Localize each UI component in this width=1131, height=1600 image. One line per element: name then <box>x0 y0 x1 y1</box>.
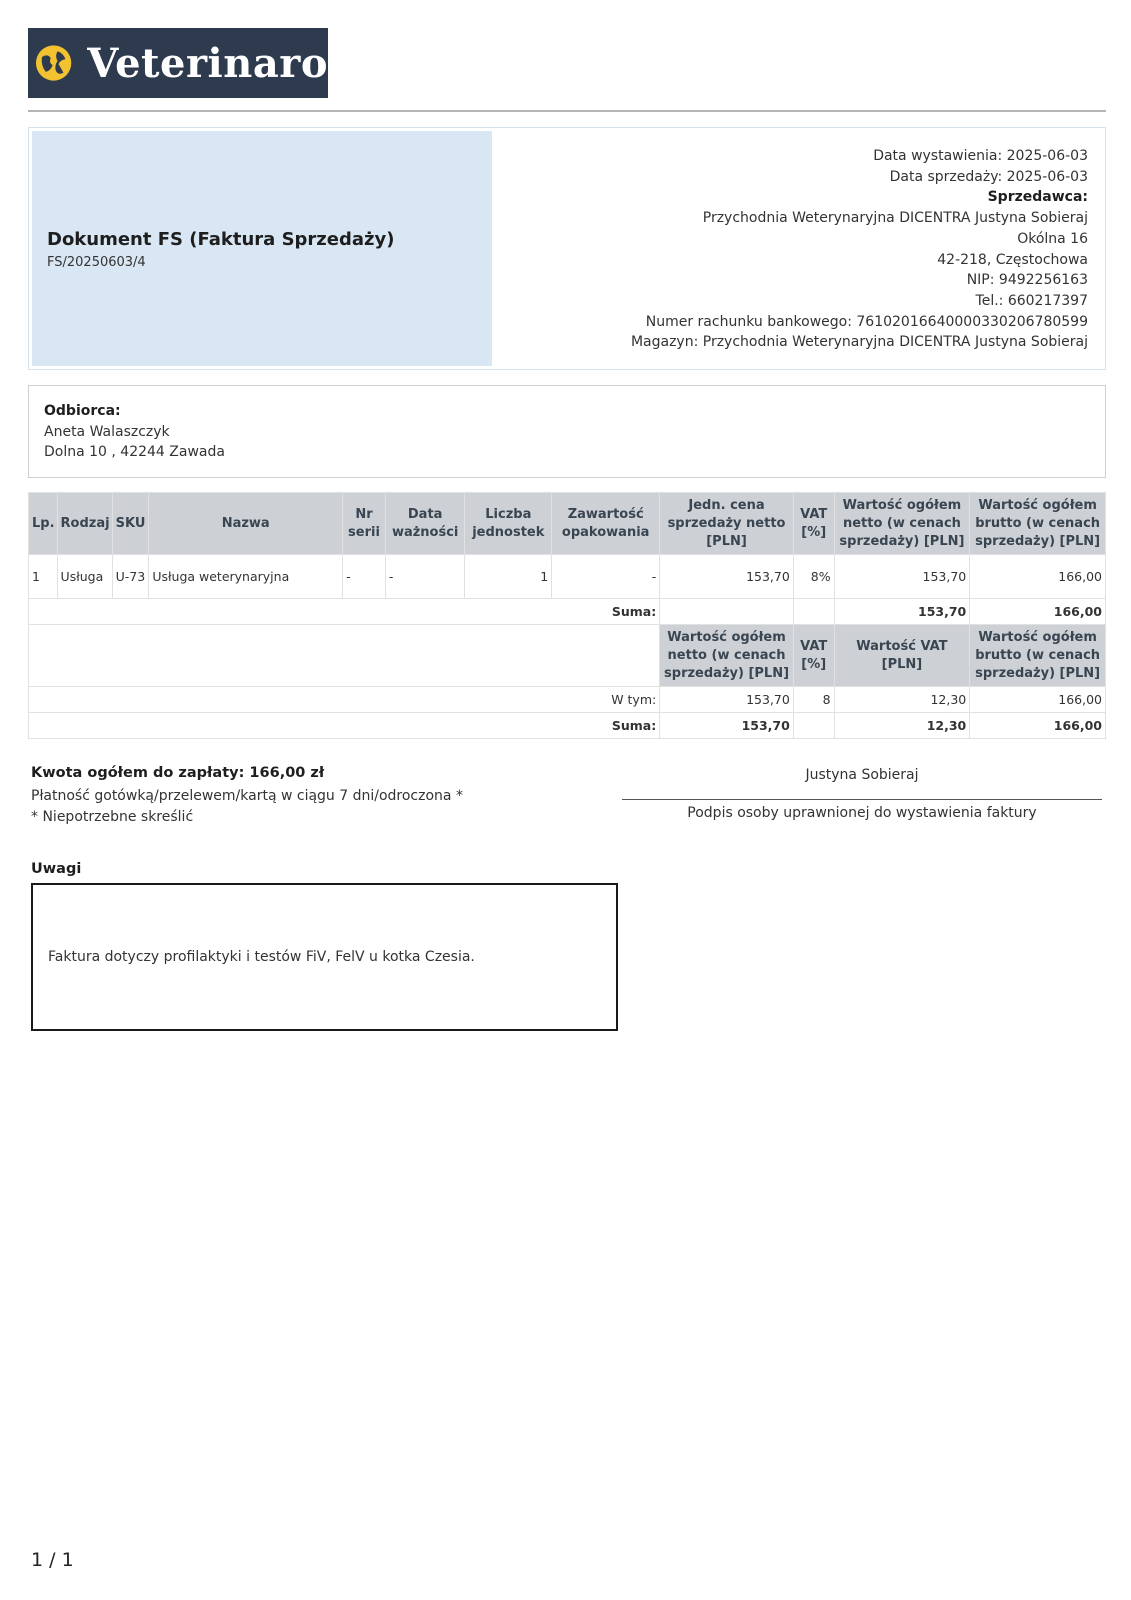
vat-row-label: W tym: <box>29 687 660 713</box>
vat-row-rate: 8 <box>793 687 834 713</box>
cell-units: 1 <box>465 555 552 599</box>
vat-summary-header <box>29 625 1106 687</box>
notes-box <box>31 883 618 1031</box>
document-number: FS/20250603/4 <box>47 255 146 270</box>
signature-line <box>622 799 1102 800</box>
buyer-info <box>28 385 1106 478</box>
col-serial: Nr serii <box>343 493 386 555</box>
col-units: Liczba jednostek <box>465 493 552 555</box>
invoice-header <box>28 127 1106 370</box>
cell-unit-price: 153,70 <box>660 555 794 599</box>
vat-row-net: 153,70 <box>660 687 794 713</box>
seller-street: Okólna 16 <box>1017 230 1088 247</box>
globe-paw-icon <box>34 43 73 83</box>
table-row <box>29 555 1106 599</box>
col-lp: Lp. <box>29 493 58 555</box>
total-due: Kwota ogółem do zapłaty: 166,00 zł <box>31 765 325 781</box>
company-logo <box>28 28 328 98</box>
cell-serial: - <box>343 555 386 599</box>
col-expiry: Data ważności <box>385 493 465 555</box>
cell-expiry: - <box>385 555 465 599</box>
notes-label: Uwagi <box>31 861 82 877</box>
cell-vat: 8% <box>793 555 834 599</box>
vat-col-value: Wartość VAT [PLN] <box>834 625 970 687</box>
cell-name: Usługa weterynaryjna <box>149 555 343 599</box>
vat-col-gross: Wartość ogółem brutto (w cenach sprzedaży) [PLN] <box>970 625 1106 687</box>
col-type: Rodzaj <box>57 493 112 555</box>
issue-date: Data wystawienia: 2025-06-03 <box>873 148 1088 164</box>
signature-caption: Podpis osoby uprawnionej do wystawienia faktury <box>687 805 1037 821</box>
payment-method: Płatność gotówką/przelewem/kartą w ciągu 7 dni/odroczona * <box>31 788 463 804</box>
cell-sku: U-73 <box>112 555 149 599</box>
vat-row-gross: 166,00 <box>970 687 1106 713</box>
seller-nip: NIP: 9492256163 <box>966 272 1088 289</box>
sum-gross: 166,00 <box>970 599 1106 625</box>
sum-net: 153,70 <box>834 599 970 625</box>
document-title: Dokument FS (Faktura Sprzedaży) <box>47 229 395 250</box>
cell-lp: 1 <box>29 555 58 599</box>
document-panel <box>32 131 492 366</box>
seller-label: Sprzedawca: <box>987 189 1088 206</box>
sum-label: Suma: <box>29 599 660 625</box>
buyer-label: Odbiorca: <box>44 403 121 419</box>
vat-sum-label: Suma: <box>29 713 660 739</box>
signature-name: Justyna Sobieraj <box>805 767 919 783</box>
table-header-row <box>29 493 1106 555</box>
cell-net-total: 153,70 <box>834 555 970 599</box>
seller-city: 42-218, Częstochowa <box>937 251 1088 268</box>
vat-col-rate: VAT [%] <box>793 625 834 687</box>
sum-row <box>29 599 1106 625</box>
items-table <box>28 492 1106 739</box>
cell-package: - <box>552 555 660 599</box>
seller-warehouse: Magazyn: Przychodnia Weterynaryjna DICENTRA Justyna Sobieraj <box>630 334 1088 351</box>
header-divider <box>28 110 1106 112</box>
vat-summary-sum <box>29 713 1106 739</box>
notes-text: Faktura dotyczy profilaktyki i testów FiV, FelV u kotka Czesia. <box>48 949 475 965</box>
vat-sum-net: 153,70 <box>660 713 794 739</box>
vat-row-value: 12,30 <box>834 687 970 713</box>
vat-col-net: Wartość ogółem netto (w cenach sprzedaży) [PLN] <box>660 625 794 687</box>
seller-info <box>631 146 1088 353</box>
cell-gross-total: 166,00 <box>970 555 1106 599</box>
col-sku: SKU <box>112 493 149 555</box>
col-net-total: Wartość ogółem netto (w cenach sprzedaży) [PLN] <box>834 493 970 555</box>
logo-text: Veterinaro <box>87 39 328 87</box>
sale-date: Data sprzedaży: 2025-06-03 <box>889 168 1088 185</box>
col-gross-total: Wartość ogółem brutto (w cenach sprzedaży) [PLN] <box>970 493 1106 555</box>
page-number: 1 / 1 <box>31 1549 74 1571</box>
vat-sum-value: 12,30 <box>834 713 970 739</box>
cell-type: Usługa <box>57 555 112 599</box>
seller-name: Przychodnia Weterynaryjna DICENTRA Justyna Sobieraj <box>702 210 1088 227</box>
seller-bank-account: Numer rachunku bankowego: 76102016640000330206780599 <box>645 313 1088 330</box>
payment-info <box>31 786 463 828</box>
seller-phone: Tel.: 660217397 <box>975 292 1088 309</box>
payment-footnote: * Niepotrzebne skreślić <box>31 809 194 825</box>
vat-sum-gross: 166,00 <box>970 713 1106 739</box>
col-unit-price: Jedn. cena sprzedaży netto [PLN] <box>660 493 794 555</box>
col-package: Zawartość opakowania <box>552 493 660 555</box>
vat-summary-row <box>29 687 1106 713</box>
buyer-name: Aneta Walaszczyk <box>44 423 170 440</box>
col-vat: VAT [%] <box>793 493 834 555</box>
col-name: Nazwa <box>149 493 343 555</box>
buyer-address: Dolna 10 , 42244 Zawada <box>44 444 225 460</box>
